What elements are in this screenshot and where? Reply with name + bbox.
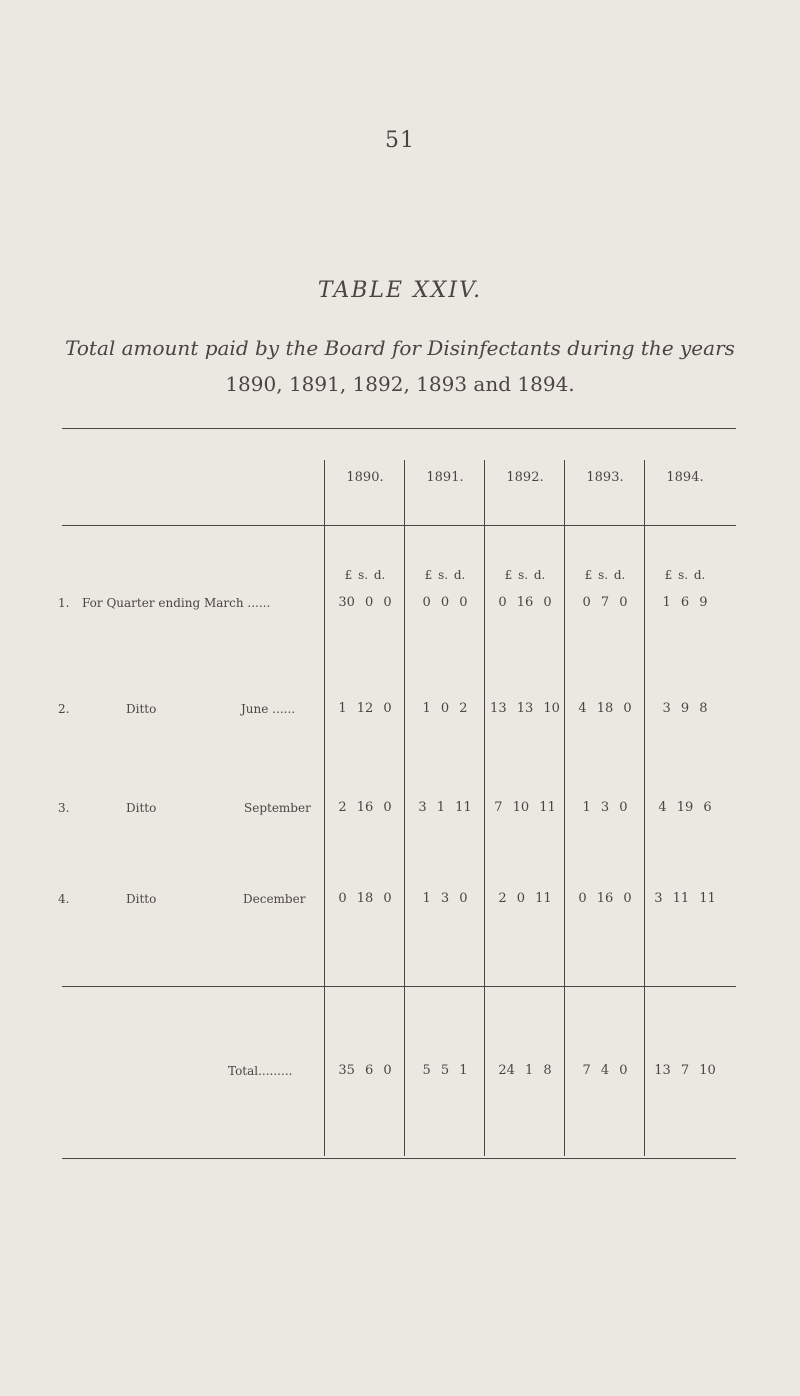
table-cell: 0 16 0 xyxy=(498,595,552,610)
row-number: 4. xyxy=(58,892,70,906)
total-cell: 5 5 1 xyxy=(422,1063,468,1078)
unit-header: £ s. d. xyxy=(424,568,466,582)
table-cell: 1 0 2 xyxy=(422,701,468,716)
table-cell: 3 11 11 xyxy=(654,891,716,906)
year-header: 1891. xyxy=(426,470,464,485)
caption-italic: Total amount paid by the Board for Disinfectants during the years xyxy=(65,336,735,360)
unit-header: £ s. d. xyxy=(664,568,706,582)
total-cell: 13 7 10 xyxy=(654,1063,716,1078)
table-cell: 7 10 11 xyxy=(494,800,556,815)
row-number: 1. xyxy=(58,596,70,610)
table-cell: 1 6 9 xyxy=(662,595,708,610)
unit-header: £ s. d. xyxy=(584,568,626,582)
table-cell: 4 18 0 xyxy=(578,701,632,716)
table-cell: 0 7 0 xyxy=(582,595,628,610)
total-label: Total......... xyxy=(228,1064,293,1078)
row-period: September xyxy=(244,801,311,815)
table-cell: 3 9 8 xyxy=(662,701,708,716)
year-header: 1892. xyxy=(506,470,544,485)
unit-header: £ s. d. xyxy=(344,568,386,582)
table-bottom-rule xyxy=(62,1158,736,1159)
page-number: 51 xyxy=(385,128,415,153)
header-rule xyxy=(62,525,736,526)
row-ditto: Ditto xyxy=(126,702,157,716)
table-cell: 0 18 0 xyxy=(338,891,392,906)
table-cell: 1 3 0 xyxy=(422,891,468,906)
row-period: June ...... xyxy=(241,702,296,716)
unit-header: £ s. d. xyxy=(504,568,546,582)
table-cell: 0 0 0 xyxy=(422,595,468,610)
table-cell: 2 0 11 xyxy=(498,891,552,906)
table-cell: 13 13 10 xyxy=(490,701,560,716)
row-ditto: Ditto xyxy=(126,892,157,906)
table-cell: 0 16 0 xyxy=(578,891,632,906)
year-header: 1890. xyxy=(346,470,384,485)
total-cell: 7 4 0 xyxy=(582,1063,628,1078)
table-top-rule xyxy=(62,428,736,429)
total-cell: 35 6 0 xyxy=(338,1063,392,1078)
table-cell: 4 19 6 xyxy=(658,800,712,815)
row-ditto: Ditto xyxy=(126,801,157,815)
table-cell: 30 0 0 xyxy=(338,595,392,610)
total-rule xyxy=(62,986,736,987)
table-cell: 2 16 0 xyxy=(338,800,392,815)
caption-years: 1890, 1891, 1892, 1893 and 1894. xyxy=(225,372,575,396)
table-cell: 1 3 0 xyxy=(582,800,628,815)
year-header: 1894. xyxy=(666,470,704,485)
row-period: December xyxy=(243,892,306,906)
table-caption xyxy=(40,330,760,402)
table-title: TABLE XXIV. xyxy=(317,278,483,303)
row-number: 2. xyxy=(58,702,70,716)
year-header: 1893. xyxy=(586,470,624,485)
table-cell: 1 12 0 xyxy=(338,701,392,716)
row-label: For Quarter ending March ...... xyxy=(82,596,271,610)
table-cell: 3 1 11 xyxy=(418,800,472,815)
row-number: 3. xyxy=(58,801,70,815)
total-cell: 24 1 8 xyxy=(498,1063,552,1078)
